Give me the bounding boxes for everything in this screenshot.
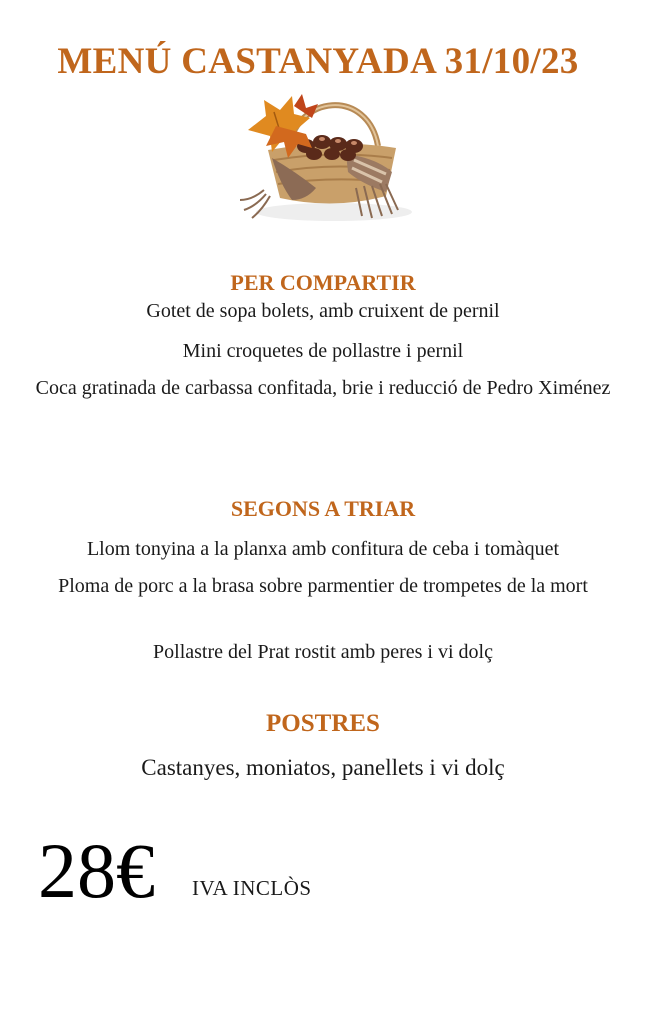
menu-item: Pollastre del Prat rostit amb peres i vi dolç <box>153 641 493 663</box>
section-title-segons-a-triar: SEGONS A TRIAR <box>230 496 416 521</box>
menu-item: Llom tonyina a la planxa amb confitura de ceba i tomàquet <box>86 538 560 560</box>
chestnut-basket-icon <box>236 88 432 228</box>
menu-item: Castanyes, moniatos, panellets i vi dolç <box>141 755 505 780</box>
section-title-postres: POSTRES <box>266 710 380 737</box>
menu-item: Gotet de sopa bolets, amb cruixent de pernil <box>146 300 500 322</box>
tax-note: IVA INCLÒS <box>192 876 312 900</box>
menu-price: 28€ <box>38 827 155 914</box>
menu-item: Mini croquetes de pollastre i pernil <box>182 340 464 362</box>
menu-item: Ploma de porc a la brasa sobre parmentier de trompetes de la mort <box>58 575 588 597</box>
menu-title: MENÚ CASTANYADA 31/10/23 <box>57 41 579 82</box>
menu-item: Coca gratinada de carbassa confitada, brie i reducció de Pedro Ximénez <box>35 377 611 399</box>
section-title-per-compartir: PER COMPARTIR <box>230 270 416 295</box>
